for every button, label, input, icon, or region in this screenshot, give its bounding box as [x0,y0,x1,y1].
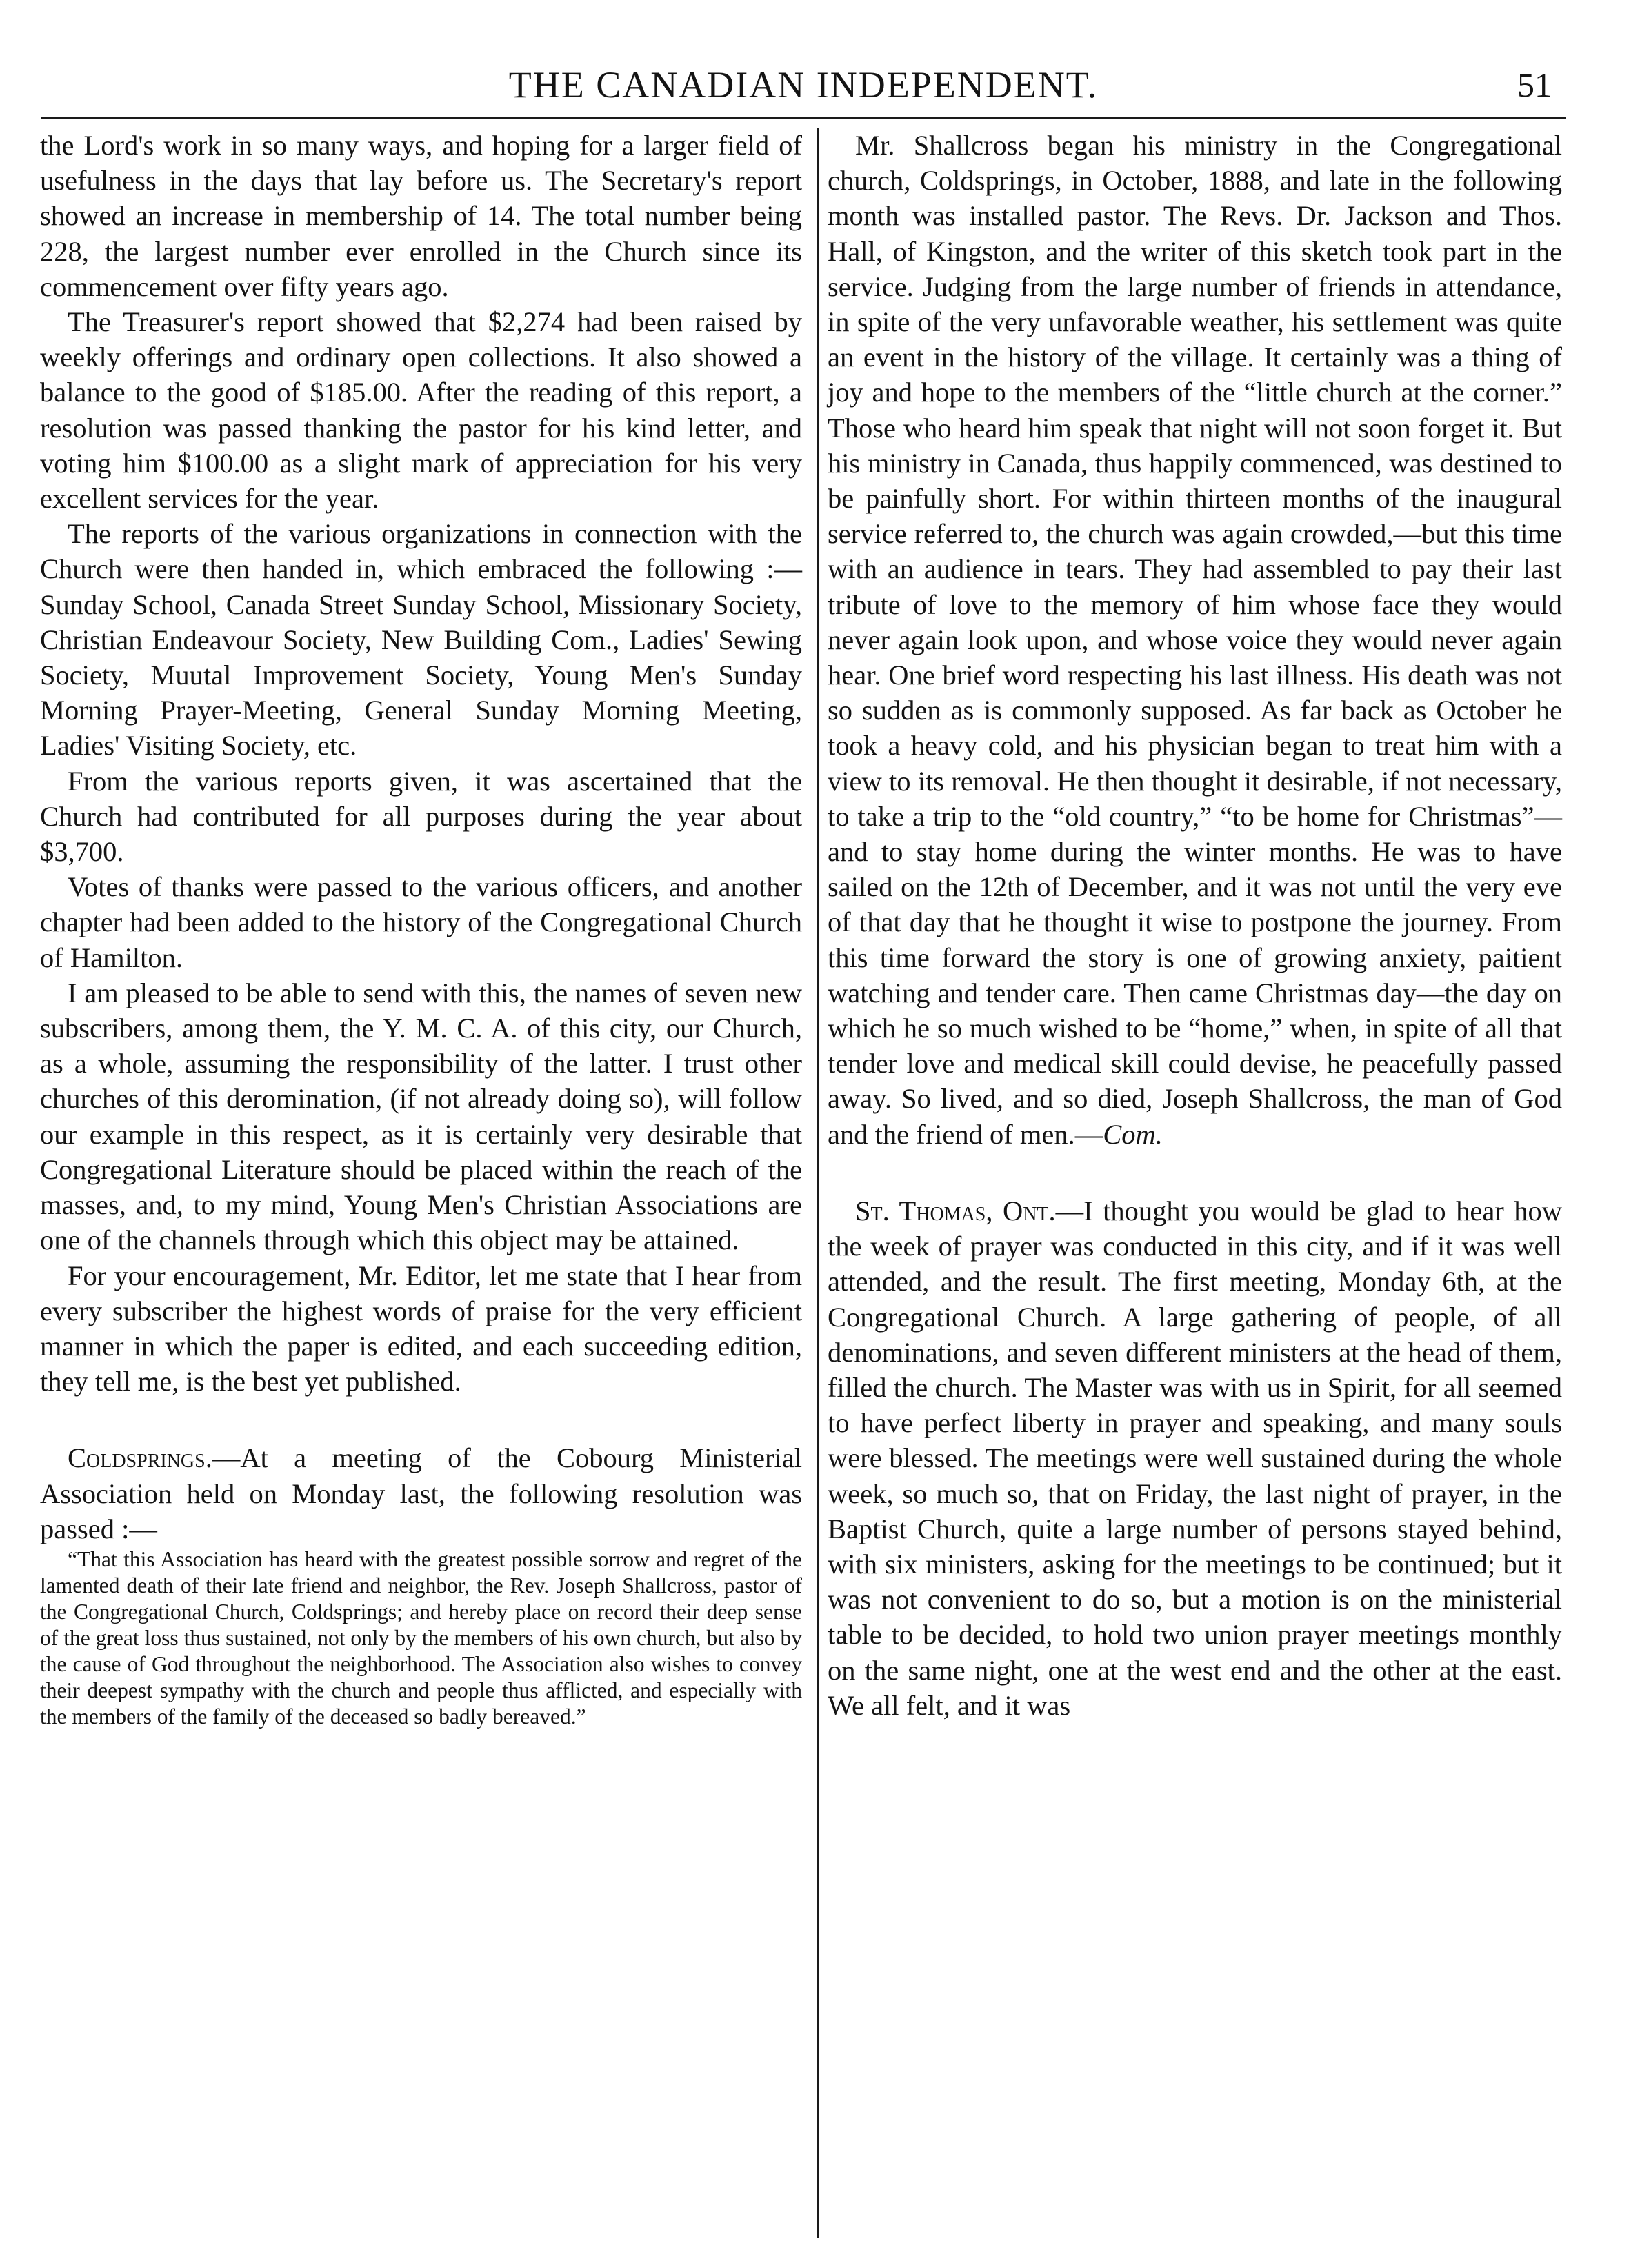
left-paragraph-1: the Lord's work in so many ways, and hoping for a larger field of usefulness in the days that lay before us. The Secretary's report showed an increase in membership of 14. The total number being 228, the largest number ever enrolled in the Church since its commencement over fifty years ago. [40,130,802,302]
coldsprings-heading: Coldsprings. [68,1442,212,1474]
left-column [40,128,802,1730]
section-gap [828,1152,1562,1193]
st-thomas-heading: St. Thomas, Ont. [855,1195,1056,1226]
publication-title: THE CANADIAN INDEPENDENT. [508,64,1099,106]
left-paragraph-3: The reports of the various organizations in connection with the Church were then handed in, which embraced the following :—Sunday School, Canada Street Sunday School, Missionary Society, Christian Endeavour Society, New Building Com., Ladies' Sewing Society, Muutal Improvement Society, Young Men's Sunday Morning Prayer-Meeting, General Sunday Morning Meeting, Ladies' Visiting Society, etc. [40,518,802,762]
resolution-quote: “That this Association has heard with the greatest possible sorrow and regret of the lamented death of their late friend and neighbor, the Rev. Joseph Shallcross, pastor of the Congregational Church, Coldsprings; and hereby place on record their deep sense of the great loss thus sustained, not only by the members of his own church, but also by the cause of God throughout the neighborhood. The Association also wishes to convey their deepest sympathy with the church and people thus afflicted, and especially with the members of the family of the deceased so badly bereaved.” [40,1546,802,1729]
column-divider [817,128,819,2238]
coldsprings-paragraph [40,1440,802,1546]
header-rule [41,117,1566,119]
left-paragraph-5: Votes of thanks were passed to the various officers, and another chapter had been added to the history of the Congregational Church of Hamilton. [40,871,802,973]
st-thomas-paragraph [828,1193,1562,1723]
left-paragraph-2: The Treasurer's report showed that $2,274 had been raised by weekly offerings and ordinary open collections. It also showed a balance to the good of $185.00. After the reading of this report, a resolution was passed thanking the pastor for his kind letter, and voting him $100.00 as a slight mark of appreciation for his very excellent services for the year. [40,306,802,515]
left-paragraph-4: From the various reports given, it was ascertained that the Church had contributed for all purposes during the year about $3,700. [40,765,802,868]
page-number: 51 [1517,66,1552,104]
page-header [41,61,1566,116]
st-thomas-body: —I thought you would be glad to hear how the week of prayer was conducted in this city, and if it was well attended, and the result. The first meeting, Monday 6th, at the Congregational Church. A large gathering of people, of all denominations, and seven different ministers at the head of them, filled the church. The Master was with us in Spirit, for all seemed to have perfect liberty in prayer and speaking, and many souls were blessed. The meetings were well sustained during the whole week, so much so, that on Friday, the last night of prayer, in the Baptist Church, quite a large number of persons stayed behind, with six ministers, asking for the meetings to be continued; but it was not convenient to do so, but a motion is on the ministerial table to be decided, to hold two union prayer meetings monthly on the same night, one at the west end and the other at the east. We all felt, and it was [828,1195,1563,1721]
coldsprings-body: —At a meeting of the Cobourg Ministerial Association held on Monday last, the following resolution was passed :— [40,1442,802,1544]
left-paragraph-6: I am pleased to be able to send with this, the names of seven new subscribers, among them, the Y. M. C. A. of this city, our Church, as a whole, assuming the responsibility of the latter. I trust other churches of this deromination, (if not already doing so), will follow our example in this respect, as it is certainly very desirable that Congregational Literature should be placed within the reach of the masses, and, to my mind, Young Men's Christian Associations are one of the channels through which this object may be attained. [40,977,802,1256]
right-column [828,128,1562,1723]
left-paragraph-7: For your encouragement, Mr. Editor, let me state that I hear from every subscriber the highest words of praise for the very efficient manner in which the paper is edited, and each succeeding edition, they tell me, is the best yet published. [40,1260,802,1397]
shallcross-body: Mr. Shallcross began his ministry in the Congregational church, Coldsprings, in October, 1888, and late in the following month was installed pastor. The Revs. Dr. Jackson and Thos. Hall, of Kingston, and the writer of this sketch took part in the service. Judging from the large number of friends in attendance, in spite of the very unfavorable weather, his settlement was quite an event in the history of the village. It certainly was a thing of joy and hope to the members of the “little church at the corner.” Those who heard him speak that night will not soon forget it. But his ministry in Canada, thus happily commenced, was destined to be painfully short. For within thirteen months of the inaugural service referred to, the church was again crowded,—but this time with an audience in tears. They had assembled to pay their last tribute of love to the memory of him whose face they would never again look upon, and whose voice they would never again hear. One brief word respecting his last illness. His death was not so sudden as is commonly supposed. As far back as October he took a heavy cold, and his physician began to treat him with a view to its removal. He then thought it desirable, if not necessary, to take a trip to the “old country,” “to be home for Christmas”—and to stay home during the winter months. He was to have sailed on the 12th of December, and it was not until the very eve of that day that he thought it wise to postpone the journey. From this time forward the story is one of growing anxiety, paitient watching and tender care. Then came Christmas day—the day on which he so much wished to be “home,” when, in spite of all that tender love and medical skill could devise, he peacefully passed away. So lived, and so died, Joseph Shallcross, the man of God and the friend of men.— [828,130,1562,1150]
shallcross-paragraph [828,128,1562,1152]
shallcross-signature: Com. [1103,1118,1163,1150]
section-gap [40,1399,802,1440]
